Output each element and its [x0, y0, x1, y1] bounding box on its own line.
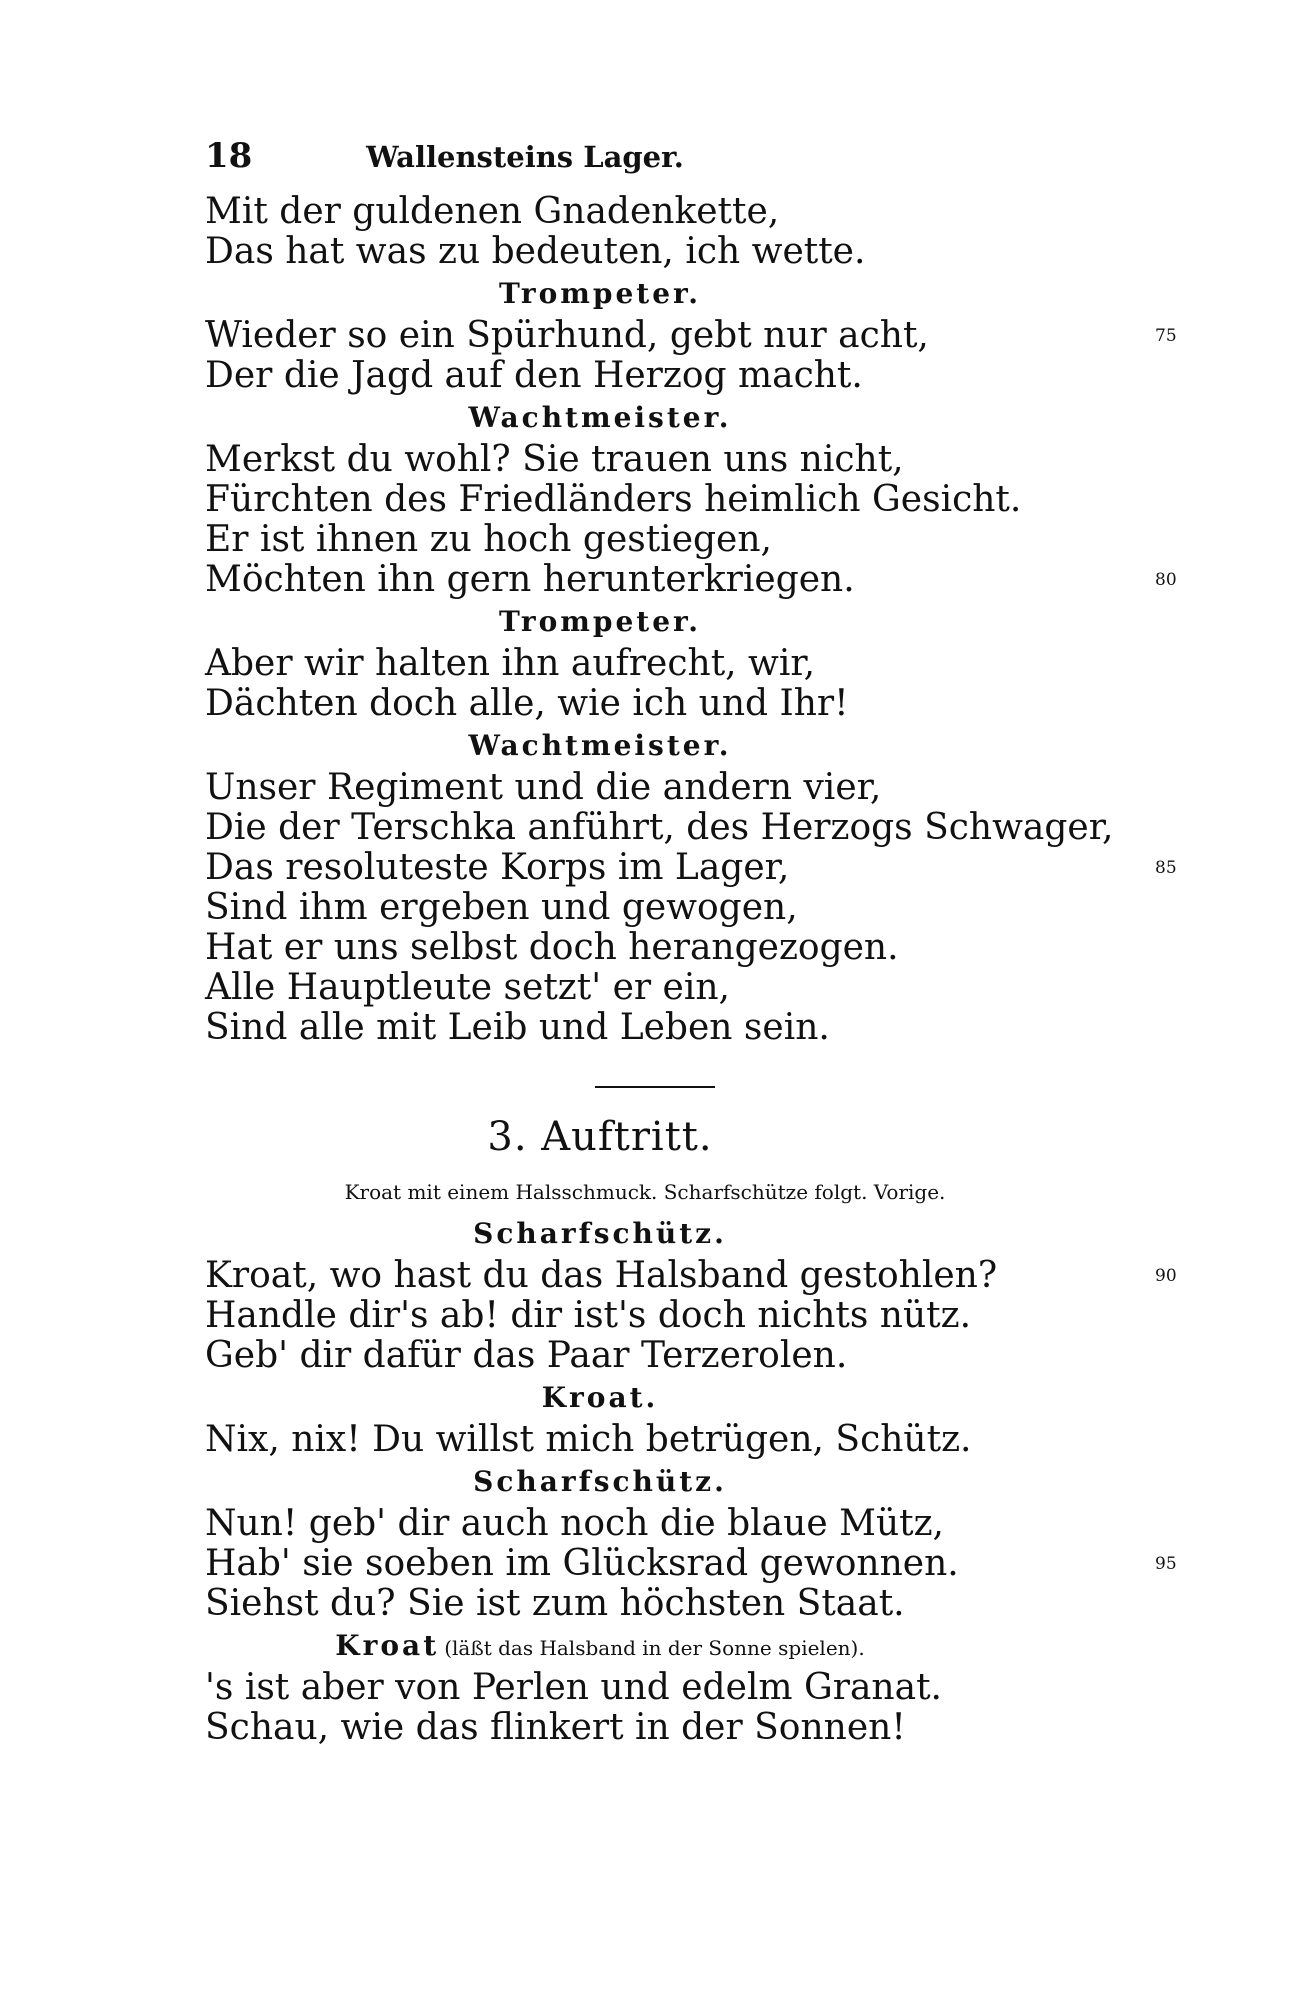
verse-line [205, 1336, 1040, 1376]
verse-text: Möchten ihn gern herunterkriegen. [205, 559, 855, 600]
verse-text: Schau, wie das flinkert in der Sonnen! [205, 1707, 906, 1748]
line-number: 85 [1155, 858, 1177, 878]
verse-text: Merkst du wohl? Sie trauen uns nicht, [205, 439, 904, 480]
verse-line [205, 192, 1040, 232]
verse-line [205, 928, 1040, 968]
verse-text: Kroat, wo hast du das Halsband gestohlen? [205, 1255, 998, 1296]
verse-text: Wieder so ein Spürhund, gebt nur acht, [205, 315, 929, 356]
line-number: 75 [1155, 326, 1177, 346]
verse-line [205, 1420, 1040, 1460]
speaker-name: Wachtmeister. [468, 729, 732, 762]
speaker-name: Wachtmeister. [468, 401, 732, 434]
verse-text: Fürchten des Friedländers heimlich Gesicht. [205, 479, 1022, 520]
speaker-name: Scharfschütz. [473, 1465, 727, 1498]
verse-text: Die der Terschka anführt, des Herzogs Schwager, [205, 807, 1114, 848]
verse-text: Dächten doch alle, wie ich und Ihr! [205, 683, 849, 724]
verse-line [205, 644, 1040, 684]
page-header [205, 136, 845, 184]
verse-line [205, 1543, 1177, 1584]
stage-direction: Kroat mit einem Halsschmuck. Scharfschütze folgt. Vorige. [344, 1180, 946, 1204]
verse-line [205, 1668, 1040, 1708]
line-number: 90 [1155, 1266, 1177, 1286]
speaker-name: Trompeter. [499, 605, 701, 638]
line-number: 95 [1155, 1554, 1177, 1574]
stage-direction: (läßt das Halsband in der Sonne spielen). [444, 1636, 865, 1660]
verse-line [205, 1296, 1040, 1336]
verse-line [205, 847, 1177, 888]
verse-line [205, 888, 1040, 928]
verse-text: Unser Regiment und die andern vier, [205, 767, 882, 808]
verse-text: Nun! geb' dir auch noch die blaue Mütz, [205, 1503, 945, 1544]
verse-text: Sind alle mit Leib und Leben sein. [205, 1007, 830, 1048]
speaker-with-direction [205, 1624, 995, 1668]
page-number: 18 [205, 136, 253, 176]
verse-text: Hab' sie soeben im Glücksrad gewonnen. [205, 1543, 959, 1584]
verse-text: Handle dir's ab! dir ist's doch nichts nütz. [205, 1295, 972, 1336]
verse-line [205, 1255, 1177, 1296]
verse-line [205, 232, 1040, 272]
verse-line [205, 1008, 1040, 1048]
verse-line [205, 315, 1177, 356]
speaker-name: Scharfschütz. [473, 1217, 727, 1250]
play-text [205, 191, 1177, 1748]
verse-line [205, 1708, 1040, 1748]
verse-text: Sind ihm ergeben und gewogen, [205, 887, 798, 928]
verse-text: Hat er uns selbst doch herangezogen. [205, 927, 899, 968]
verse-text: Er ist ihnen zu hoch gestiegen, [205, 519, 772, 560]
verse-line [205, 356, 1040, 396]
verse-text: Siehst du? Sie ist zum höchsten Staat. [205, 1583, 905, 1624]
verse-text: Geb' dir dafür das Paar Terzerolen. [205, 1335, 848, 1376]
verse-line [205, 807, 1114, 848]
line-number: 80 [1155, 570, 1177, 590]
verse-line [205, 968, 1040, 1008]
verse-line [205, 480, 1040, 520]
verse-text: 's ist aber von Perlen und edelm Granat. [205, 1667, 942, 1708]
speaker-name: Kroat [335, 1629, 440, 1662]
verse-line [205, 1504, 1040, 1544]
speaker-name: Kroat. [541, 1381, 659, 1414]
verse-text: Mit der guldenen Gnadenkette, [205, 191, 780, 232]
verse-text: Nix, nix! Du willst mich betrügen, Schütz. [205, 1419, 972, 1460]
verse-line [205, 440, 1040, 480]
speaker-name: Trompeter. [499, 277, 701, 310]
running-title: Wallensteins Lager. [366, 140, 684, 174]
section-divider [595, 1086, 715, 1088]
verse-line [205, 768, 1040, 808]
scene-title: 3. Auftritt. [487, 1114, 713, 1160]
verse-line [205, 1584, 1040, 1624]
verse-line [205, 520, 1040, 560]
verse-text: Alle Hauptleute setzt' er ein, [205, 967, 730, 1008]
verse-text: Aber wir halten ihn aufrecht, wir, [205, 643, 816, 684]
verse-line [205, 559, 1177, 600]
verse-text: Das hat was zu bedeuten, ich wette. [205, 231, 866, 272]
verse-text: Das resoluteste Korps im Lager, [205, 847, 790, 888]
verse-line [205, 684, 1040, 724]
verse-text: Der die Jagd auf den Herzog macht. [205, 355, 863, 396]
